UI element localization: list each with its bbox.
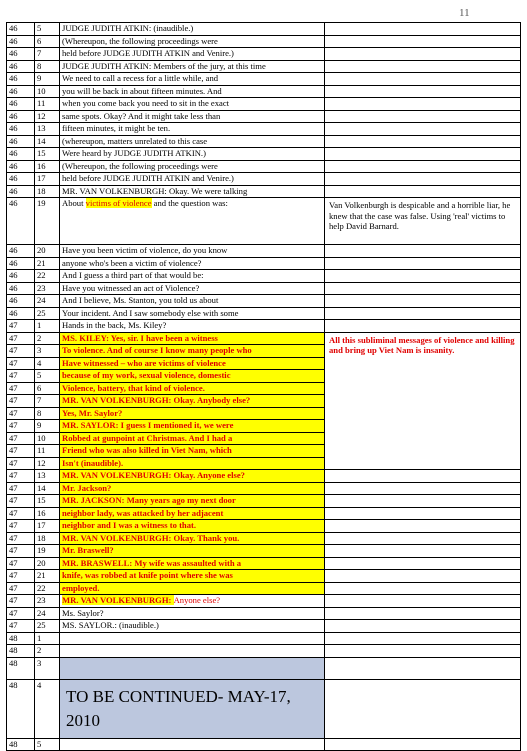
table-row: 47 21 knife, was robbed at knife point where she was	[7, 570, 521, 583]
table-row: 46 14 (whereupon, matters unrelated to this case	[7, 135, 521, 148]
table-row: 46 11 when you come back you need to sit in the exact	[7, 98, 521, 111]
table-row: 48 4 TO BE CONTINUED- MAY-17, 2010	[7, 679, 521, 738]
table-row: 47 25 MS. SAYLOR.: (inaudible.)	[7, 620, 521, 633]
table-row: 46 24 And I believe, Ms. Stanton, you told us about	[7, 295, 521, 308]
table-row: 46 16 (Whereupon, the following proceedings were	[7, 160, 521, 173]
table-row: 47 7 MR. VAN VOLKENBURGH: Okay. Anybody else?	[7, 395, 521, 408]
table-row: 47 6 Violence, battery, that kind of violence.	[7, 382, 521, 395]
table-row: 46 20 Have you been victim of violence, do you know	[7, 245, 521, 258]
table-row: 46 8 JUDGE JUDITH ATKIN: Members of the jury, at this time	[7, 60, 521, 73]
table-row: 47 18 MR. VAN VOLKENBURGH: Okay. Thank you.	[7, 532, 521, 545]
table-row: 46 13 fifteen minutes, it might be ten.	[7, 123, 521, 136]
table-row: 47 14 Mr. Jackson?	[7, 482, 521, 495]
table-row: 47 12 Isn't (inaudible).	[7, 457, 521, 470]
table-row: 47 8 Yes, Mr. Saylor?	[7, 407, 521, 420]
table-row: 47 15 MR. JACKSON: Many years ago my next door	[7, 495, 521, 508]
table-row: 47 23 MR. VAN VOLKENBURGH: Anyone else?	[7, 595, 521, 608]
table-row: 47 5 because of my work, sexual violence, domestic	[7, 370, 521, 383]
table-row: 48 2	[7, 645, 521, 658]
continued-notice: TO BE CONTINUED- MAY-17, 2010	[60, 679, 325, 738]
table-row: 46 12 same spots. Okay? And it might take less than	[7, 110, 521, 123]
margin-note: All this subliminal messages of violence and killing and bring up Viet Nam is insanity.	[325, 332, 521, 470]
table-row: 47 19 Mr. Braswell?	[7, 545, 521, 558]
table-row: 47 20 MR. BRASWELL: My wife was assaulted with a	[7, 557, 521, 570]
table-row: 47 11 Friend who was also killed in Viet Nam, which	[7, 445, 521, 458]
table-row: 46 7 held before JUDGE JUDITH ATKIN and Venire.)	[7, 48, 521, 61]
table-row: 47 22 employed.	[7, 582, 521, 595]
table-row: 48 3	[7, 657, 521, 679]
highlighted-phrase: victims of violence	[85, 198, 152, 208]
table-row: 46 10 you will be back in about fifteen minutes. And	[7, 85, 521, 98]
table-row: 47 2 MS. KILEY: Yes, sir. I have been a witness All this subliminal messages of violence and killing and bring up Viet Nam is insanity.	[7, 332, 521, 345]
table-row: 48 5	[7, 738, 521, 751]
table-row: 46 25 Your incident. And I saw somebody else with some	[7, 307, 521, 320]
page-number: 11	[459, 7, 470, 19]
table-row: 47 16 neighbor lady, was attacked by her adjacent	[7, 507, 521, 520]
table-row: 46 5 JUDGE JUDITH ATKIN: (inaudible.)	[7, 23, 521, 36]
transcript-table	[6, 22, 521, 751]
margin-note: Van Volkenburgh is despicable and a horrible liar, he knew that the case was false. Using 'real' victims to help David Barnard.	[325, 198, 521, 245]
table-row: 47 13 MR. VAN VOLKENBURGH: Okay. Anyone else?	[7, 470, 521, 483]
table-row: 47 9 MR. SAYLOR: I guess I mentioned it, we were	[7, 420, 521, 433]
table-row: 47 17 neighbor and I was a witness to that.	[7, 520, 521, 533]
table-row: 47 1 Hands in the back, Ms. Kiley?	[7, 320, 521, 333]
table-row: 48 1	[7, 632, 521, 645]
table-row: 46 18 MR. VAN VOLKENBURGH: Okay. We were talking	[7, 185, 521, 198]
table-row: 46 19 About victims of violence and the question was: Van Volkenburgh is despicable and a horrible liar, he knew that the case was false. Using 'real' victims to help David Barnard.	[7, 198, 521, 245]
table-row: 46 15 Were heard by JUDGE JUDITH ATKIN.)	[7, 148, 521, 161]
table-row: 46 17 held before JUDGE JUDITH ATKIN and Venire.)	[7, 173, 521, 186]
table-row: 47 4 Have witnessed – who are victims of violence	[7, 357, 521, 370]
table-row: 46 6 (Whereupon, the following proceedings were	[7, 35, 521, 48]
table-row: 47 3 To violence. And of course I know many people who	[7, 345, 521, 358]
table-row: 46 21 anyone who's been a victim of violence?	[7, 257, 521, 270]
table-row: 47 10 Robbed at gunpoint at Christmas. And I had a	[7, 432, 521, 445]
table-row: 46 22 And I guess a third part of that would be:	[7, 270, 521, 283]
table-row: 46 9 We need to call a recess for a little while, and	[7, 73, 521, 86]
table-row: 47 24 Ms. Saylor?	[7, 607, 521, 620]
table-row: 46 23 Have you witnessed an act of Violence?	[7, 282, 521, 295]
